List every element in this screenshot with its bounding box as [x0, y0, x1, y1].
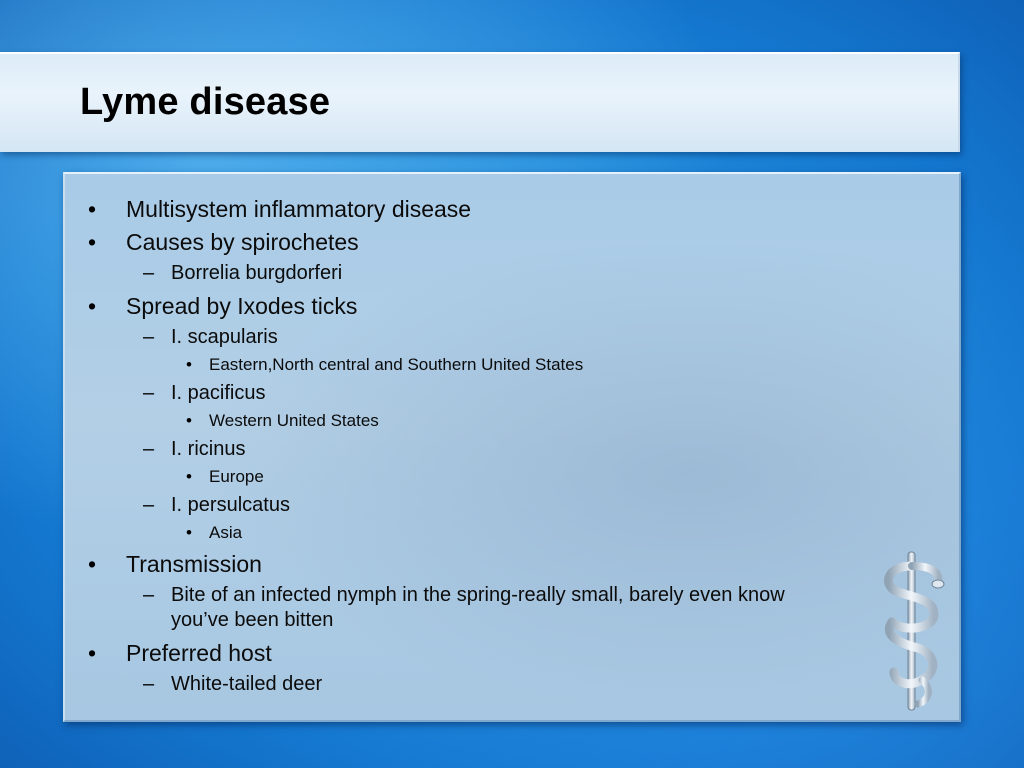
slide-title: Lyme disease	[80, 81, 331, 123]
bullet-text: Preferred host	[126, 640, 272, 666]
sub-bullet-text: White-tailed deer	[171, 673, 323, 695]
bullet-marker: •	[88, 551, 97, 577]
bullet-marker: •	[88, 293, 97, 319]
bullet-text: Causes by spirochetes	[126, 229, 359, 255]
sub-bullet-text: I. scapularis	[171, 326, 278, 348]
subsub-bullet-text: Asia	[209, 523, 243, 542]
bullet-text: Spread by Ixodes ticks	[126, 293, 358, 319]
sub-bullet-marker: –	[143, 326, 155, 348]
subsub-bullet-text: Eastern,North central and Southern United States	[209, 355, 584, 374]
sub-bullet-text: Bite of an infected nymph in the spring-really small, barely even know	[171, 584, 785, 606]
sub-bullet-text: I. pacificus	[171, 382, 266, 404]
sub-bullet-marker: –	[143, 584, 155, 606]
bullet-text: Multisystem inflammatory disease	[126, 196, 472, 222]
sub-bullet-marker: –	[143, 382, 155, 404]
bullet-marker: •	[88, 196, 97, 222]
bullet-list	[65, 174, 959, 720]
title-panel	[0, 52, 960, 152]
sub-bullet-marker: –	[143, 438, 155, 460]
sub-bullet-marker: –	[143, 673, 155, 695]
subsub-bullet-marker: •	[186, 467, 192, 486]
content-panel	[63, 172, 961, 722]
bullet-text: Transmission	[126, 551, 262, 577]
subsub-bullet-marker: •	[186, 355, 192, 374]
bullet-marker: •	[88, 640, 97, 666]
sub-bullet-text: I. ricinus	[171, 438, 246, 460]
sub-bullet-marker: –	[143, 494, 155, 516]
sub-bullet-text: Borrelia burgdorferi	[171, 262, 343, 284]
subsub-bullet-marker: •	[186, 411, 192, 430]
caduceus-icon	[872, 548, 952, 714]
sub-bullet-marker: –	[143, 262, 155, 284]
subsub-bullet-text: Europe	[209, 467, 264, 486]
bullet-marker: •	[88, 229, 97, 255]
sub-bullet-text-continuation: you’ve been bitten	[171, 609, 334, 631]
subsub-bullet-text: Western United States	[209, 411, 379, 430]
subsub-bullet-marker: •	[186, 523, 192, 542]
sub-bullet-text: I. persulcatus	[171, 494, 290, 516]
